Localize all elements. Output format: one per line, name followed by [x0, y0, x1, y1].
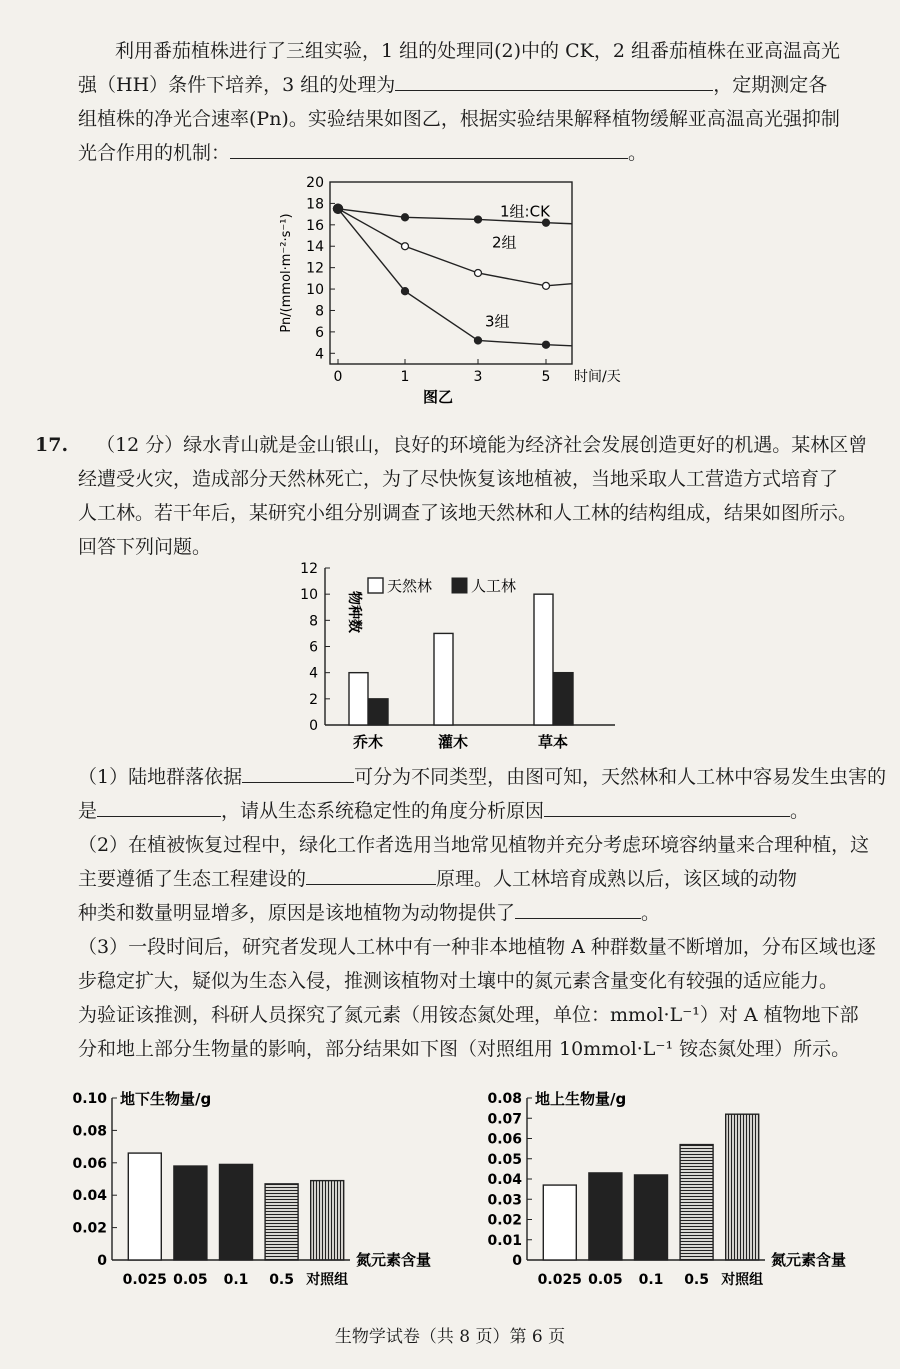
- intro-line-2: 强（HH）条件下培养，3 组的处理为 ，定期测定各: [78, 74, 828, 96]
- y-tick-label: 0.08: [72, 1123, 107, 1140]
- y-axis-label: 地上生物量/g: [535, 1090, 627, 1108]
- p3-line-3: 为验证该推测，科研人员探究了氮元素（用铵态氮处理，单位：mmol·L⁻¹）对 A 植物地下部: [78, 1004, 859, 1026]
- bar: [726, 1114, 759, 1260]
- bar-natural: [534, 594, 553, 725]
- page-footer: 生物学试卷（共 8 页）第 6 页: [334, 1327, 566, 1347]
- y-tick-label: 12: [306, 260, 324, 277]
- q17-line-4: 回答下列问题。: [78, 536, 212, 558]
- bar: [635, 1175, 668, 1260]
- y-tick-label: 0.10: [72, 1091, 107, 1107]
- y-tick-label: 0.02: [487, 1212, 522, 1229]
- y-tick-label: 0.04: [487, 1172, 522, 1188]
- answer-blank[interactable]: [242, 764, 354, 783]
- category-label: 草本: [537, 733, 569, 751]
- category-label: 0.05: [173, 1272, 208, 1288]
- y-tick-label: 0.03: [487, 1192, 522, 1209]
- y-tick-label: 14: [306, 239, 324, 256]
- bar: [174, 1166, 207, 1260]
- series-label: 3组: [485, 312, 510, 331]
- question-number: 17.: [35, 434, 69, 456]
- y-tick-label: 10: [306, 282, 324, 299]
- category-label: 灌木: [437, 733, 469, 751]
- answer-blank[interactable]: [544, 798, 790, 817]
- data-point: [543, 341, 550, 348]
- bar-natural: [349, 673, 368, 725]
- p3-line-1: （3）一段时间后，研究者发现人工林中有一种非本地植物 A 种群数量不断增加，分布区域也逐: [78, 936, 876, 958]
- bar: [543, 1185, 576, 1260]
- y-tick-label: 6: [309, 639, 318, 656]
- y-tick-label: 0.04: [72, 1188, 107, 1205]
- p2-line-1: （2）在植被恢复过程中，绿化工作者选用当地常见植物并充分考虑环境容纳量来合理种植，这: [78, 834, 870, 856]
- y-tick-label: 10: [300, 587, 318, 604]
- bar: [220, 1164, 253, 1260]
- y-tick-label: 0.01: [487, 1232, 522, 1249]
- category-label: 对照组: [306, 1272, 349, 1288]
- category-label: 0.5: [269, 1272, 295, 1288]
- answer-blank[interactable]: [306, 866, 436, 885]
- bar: [589, 1173, 622, 1260]
- y-tick-label: 20: [306, 175, 324, 191]
- y-tick-label: 12: [300, 561, 318, 577]
- species-bar-chart: [270, 560, 630, 755]
- aboveground-biomass-chart: [475, 1078, 885, 1293]
- p3-line-4: 分和地上部分生物量的影响，部分结果如下图（对照组用 10mmol·L⁻¹ 铵态氮处理）所示。: [78, 1038, 851, 1060]
- p2-line-2: 主要遵循了生态工程建设的 原理。人工林培育成熟以后，该区域的动物: [78, 868, 798, 890]
- category-label: 0.025: [122, 1272, 167, 1288]
- y-tick-label: 0.08: [487, 1091, 522, 1107]
- intro-line-1: 利用番茄植株进行了三组实验，1 组的处理同(2)中的 CK，2 组番茄植株在亚高温高光: [115, 40, 840, 62]
- y-tick-label: 18: [306, 196, 324, 213]
- legend-label-planted: 人工林: [471, 577, 517, 595]
- bar-natural: [434, 633, 453, 725]
- x-axis-label: 氮元素含量: [356, 1251, 432, 1269]
- series-line: [338, 209, 572, 346]
- data-point: [402, 288, 409, 295]
- answer-blank[interactable]: [395, 72, 713, 91]
- bar: [311, 1181, 344, 1260]
- category-label: 乔木: [352, 733, 384, 751]
- data-point: [402, 243, 409, 250]
- y-tick-label: 6: [315, 324, 324, 341]
- bar-planted: [554, 673, 573, 725]
- category-label: 0.025: [537, 1272, 582, 1288]
- q17-line-2: 经遭受火灾，造成部分天然林死亡，为了尽快恢复该地植被，当地采取人工营造方式培育了: [78, 468, 839, 490]
- y-tick-label: 0: [97, 1253, 107, 1269]
- category-label: 对照组: [721, 1272, 764, 1288]
- category-label: 0.1: [638, 1272, 664, 1288]
- y-tick-label: 0: [512, 1253, 522, 1269]
- intro-line-3: 组植株的净光合速率(Pn)。实验结果如图乙，根据实验结果解释植物缓解亚高温高光强抑制: [78, 108, 840, 130]
- series-label: 1组:CK: [500, 202, 550, 221]
- p3-line-2: 步稳定扩大，疑似为生态入侵，推测该植物对土壤中的氮元素含量变化有较强的适应能力。: [78, 970, 839, 992]
- x-axis-label: 氮元素含量: [771, 1251, 847, 1269]
- data-point: [475, 270, 482, 277]
- x-tick-label: 5: [541, 369, 551, 385]
- q17-line-1: 17. （12 分）绿水青山就是金山银山，良好的环境能为经济社会发展创造更好的机遇。某林区曾: [35, 434, 868, 456]
- bar: [265, 1184, 298, 1260]
- bar-planted: [369, 699, 388, 725]
- data-point: [475, 337, 482, 344]
- y-axis-label: 地下生物量/g: [120, 1090, 212, 1108]
- p1-line-2: 是 ，请从生态系统稳定性的角度分析原因 。: [78, 800, 810, 822]
- y-tick-label: 4: [309, 665, 318, 682]
- data-point: [475, 216, 482, 223]
- data-point: [402, 214, 409, 221]
- y-tick-label: 4: [315, 346, 324, 363]
- legend-swatch-planted: [452, 578, 467, 593]
- category-label: 0.05: [588, 1272, 623, 1288]
- y-tick-label: 0.06: [72, 1155, 107, 1172]
- pn-line-chart: [260, 172, 621, 412]
- series-label: 2组: [492, 233, 517, 252]
- data-point: [543, 282, 550, 289]
- x-axis-label: 时间/天: [574, 369, 621, 385]
- p1-line-1: （1）陆地群落依据 可分为不同类型，由图可知，天然林和人工林中容易发生虫害的: [78, 766, 887, 788]
- p2-line-3: 种类和数量明显增多，原因是该地植物为动物提供了 。: [78, 902, 661, 924]
- answer-blank[interactable]: [515, 900, 641, 919]
- x-tick-label: 0: [333, 369, 343, 385]
- figure-caption: 图乙: [422, 388, 454, 406]
- answer-blank[interactable]: [97, 798, 221, 817]
- legend-label-natural: 天然林: [387, 577, 433, 595]
- y-tick-label: 16: [306, 217, 324, 234]
- y-tick-label: 2: [309, 691, 318, 708]
- underground-biomass-chart: [60, 1078, 460, 1293]
- category-label: 0.5: [684, 1272, 710, 1288]
- bar: [128, 1153, 161, 1260]
- y-tick-label: 8: [309, 613, 318, 630]
- legend-swatch-natural: [368, 578, 383, 593]
- category-label: 0.1: [223, 1272, 249, 1288]
- y-tick-label: 8: [315, 303, 324, 320]
- x-tick-label: 1: [400, 369, 410, 385]
- x-tick-label: 3: [473, 369, 483, 385]
- y-axis-label: Pn/(mmol·m⁻²·s⁻¹): [279, 213, 294, 333]
- data-point: [334, 204, 343, 213]
- y-axis-label: 物种数: [346, 591, 362, 633]
- y-tick-label: 0.07: [487, 1111, 522, 1128]
- answer-blank[interactable]: [230, 140, 628, 159]
- y-tick-label: 0.06: [487, 1131, 522, 1148]
- bar: [680, 1145, 713, 1260]
- q17-line-3: 人工林。若干年后，某研究小组分别调查了该地天然林和人工林的结构组成，结果如图所示。: [78, 502, 858, 524]
- y-tick-label: 0.05: [487, 1151, 522, 1168]
- y-tick-label: 0: [309, 718, 318, 734]
- intro-line-4: 光合作用的机制： 。: [78, 142, 648, 164]
- y-tick-label: 0.02: [72, 1220, 107, 1237]
